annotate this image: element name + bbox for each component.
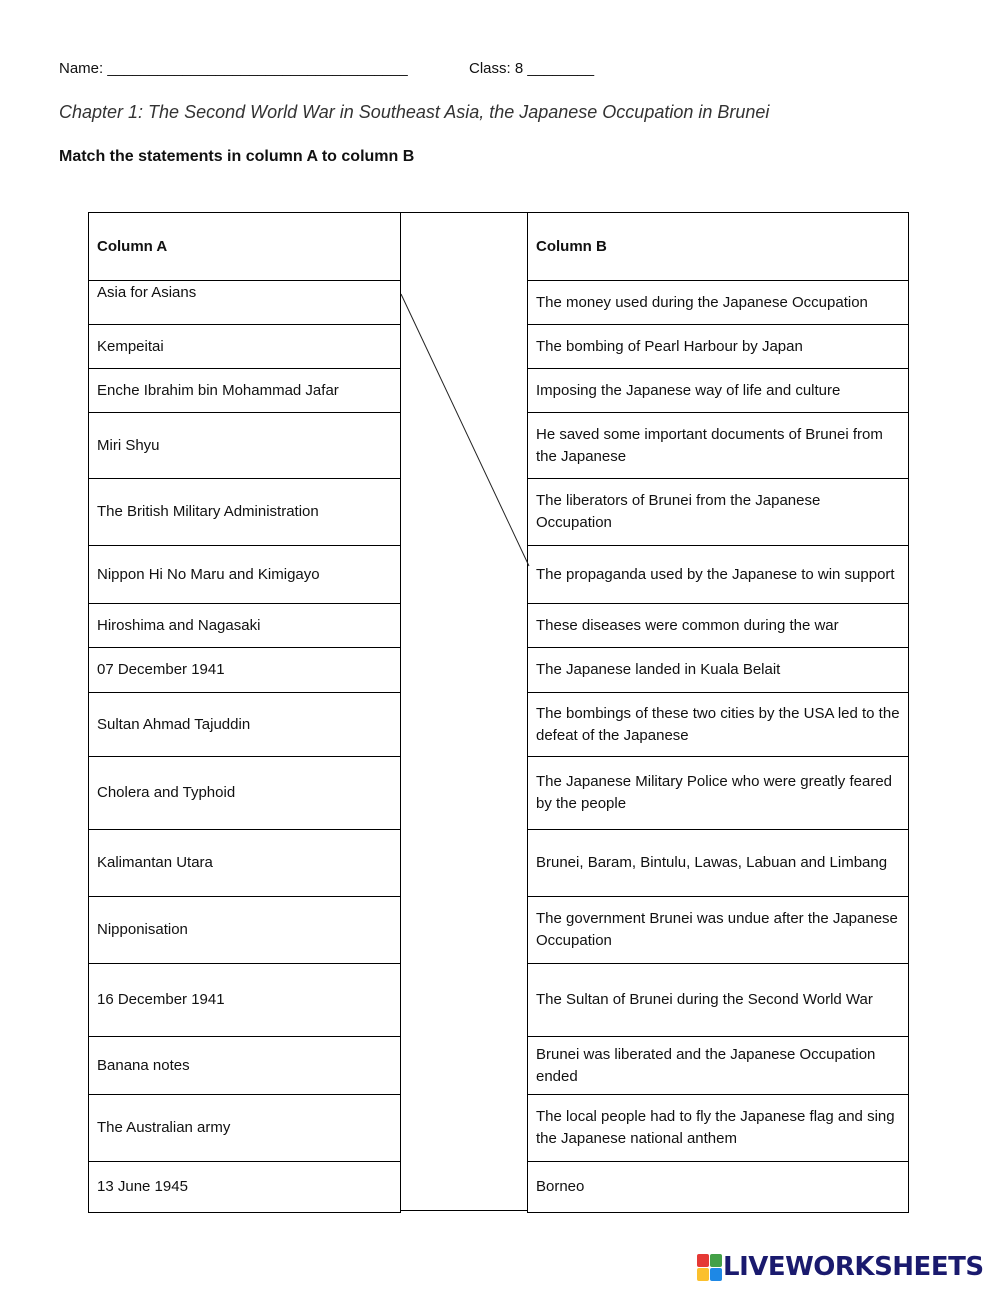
column-b-heading: Column B xyxy=(536,237,607,255)
column-b-item[interactable]: The local people had to fly the Japanese flag and sing the Japanese national anthem xyxy=(528,1094,908,1161)
column-b-item[interactable]: The government Brunei was undue after the Japanese Occupation xyxy=(528,896,908,963)
column-b-item[interactable]: The propaganda used by the Japanese to win support xyxy=(528,545,908,603)
column-b-item[interactable]: He saved some important documents of Brunei from the Japanese xyxy=(528,412,908,478)
column-a-heading: Column A xyxy=(97,237,168,255)
liveworksheets-logo-icon xyxy=(697,1254,721,1280)
column-a-item[interactable]: Nipponisation xyxy=(89,896,400,963)
column-b-table xyxy=(527,212,909,1213)
column-a-item[interactable]: Kalimantan Utara xyxy=(89,829,400,896)
column-a-item[interactable]: 07 December 1941 xyxy=(89,647,400,692)
brand-name: LIVEWORKSHEETS xyxy=(723,1252,984,1282)
column-b-item[interactable]: Borneo xyxy=(528,1161,908,1212)
column-a-item[interactable]: Sultan Ahmad Tajuddin xyxy=(89,692,400,756)
column-a-item[interactable]: Asia for Asians xyxy=(89,280,400,324)
column-b-item[interactable]: The bombing of Pearl Harbour by Japan xyxy=(528,324,908,368)
column-b-item[interactable]: The Japanese landed in Kuala Belait xyxy=(528,647,908,692)
column-a-item[interactable]: Cholera and Typhoid xyxy=(89,756,400,829)
column-b-item[interactable]: The Sultan of Brunei during the Second World War xyxy=(528,963,908,1036)
column-a-item[interactable]: The Australian army xyxy=(89,1094,400,1161)
column-a-item[interactable]: Banana notes xyxy=(89,1036,400,1094)
matching-area[interactable] xyxy=(400,212,528,1211)
column-b-item[interactable]: The money used during the Japanese Occupation xyxy=(528,280,908,324)
column-b-item[interactable]: The bombings of these two cities by the USA led to the defeat of the Japanese xyxy=(528,692,908,756)
column-a-item[interactable]: Kempeitai xyxy=(89,324,400,368)
column-a-item[interactable]: Nippon Hi No Maru and Kimigayo xyxy=(89,545,400,603)
column-b-item[interactable]: The Japanese Military Police who were greatly feared by the people xyxy=(528,756,908,829)
column-a-item[interactable]: 13 June 1945 xyxy=(89,1161,400,1212)
chapter-title: Chapter 1: The Second World War in Southeast Asia, the Japanese Occupation in Brunei xyxy=(59,102,770,122)
logo-tile xyxy=(697,1268,709,1281)
column-b-item[interactable]: These diseases were common during the war xyxy=(528,603,908,647)
column-a-item[interactable]: 16 December 1941 xyxy=(89,963,400,1036)
column-a-table xyxy=(88,212,401,1213)
liveworksheets-logo xyxy=(697,1252,984,1282)
column-b-item[interactable]: The liberators of Brunei from the Japanese Occupation xyxy=(528,478,908,545)
name-field[interactable]: Name: ____________________________________ xyxy=(59,60,408,77)
column-b-item[interactable]: Brunei, Baram, Bintulu, Lawas, Labuan and Limbang xyxy=(528,829,908,896)
column-b-item[interactable]: Brunei was liberated and the Japanese Occupation ended xyxy=(528,1036,908,1094)
logo-tile xyxy=(710,1254,722,1267)
column-b-item[interactable]: Imposing the Japanese way of life and culture xyxy=(528,368,908,412)
class-field[interactable]: Class: 8 ________ xyxy=(469,60,595,77)
column-a-item[interactable]: Enche Ibrahim bin Mohammad Jafar xyxy=(89,368,400,412)
logo-tile xyxy=(697,1254,709,1267)
logo-tile xyxy=(710,1268,722,1281)
column-a-item[interactable]: Hiroshima and Nagasaki xyxy=(89,603,400,647)
instruction-text: Match the statements in column A to column B xyxy=(59,148,415,165)
column-a-item[interactable]: Miri Shyu xyxy=(89,412,400,478)
column-a-item[interactable]: The British Military Administration xyxy=(89,478,400,545)
